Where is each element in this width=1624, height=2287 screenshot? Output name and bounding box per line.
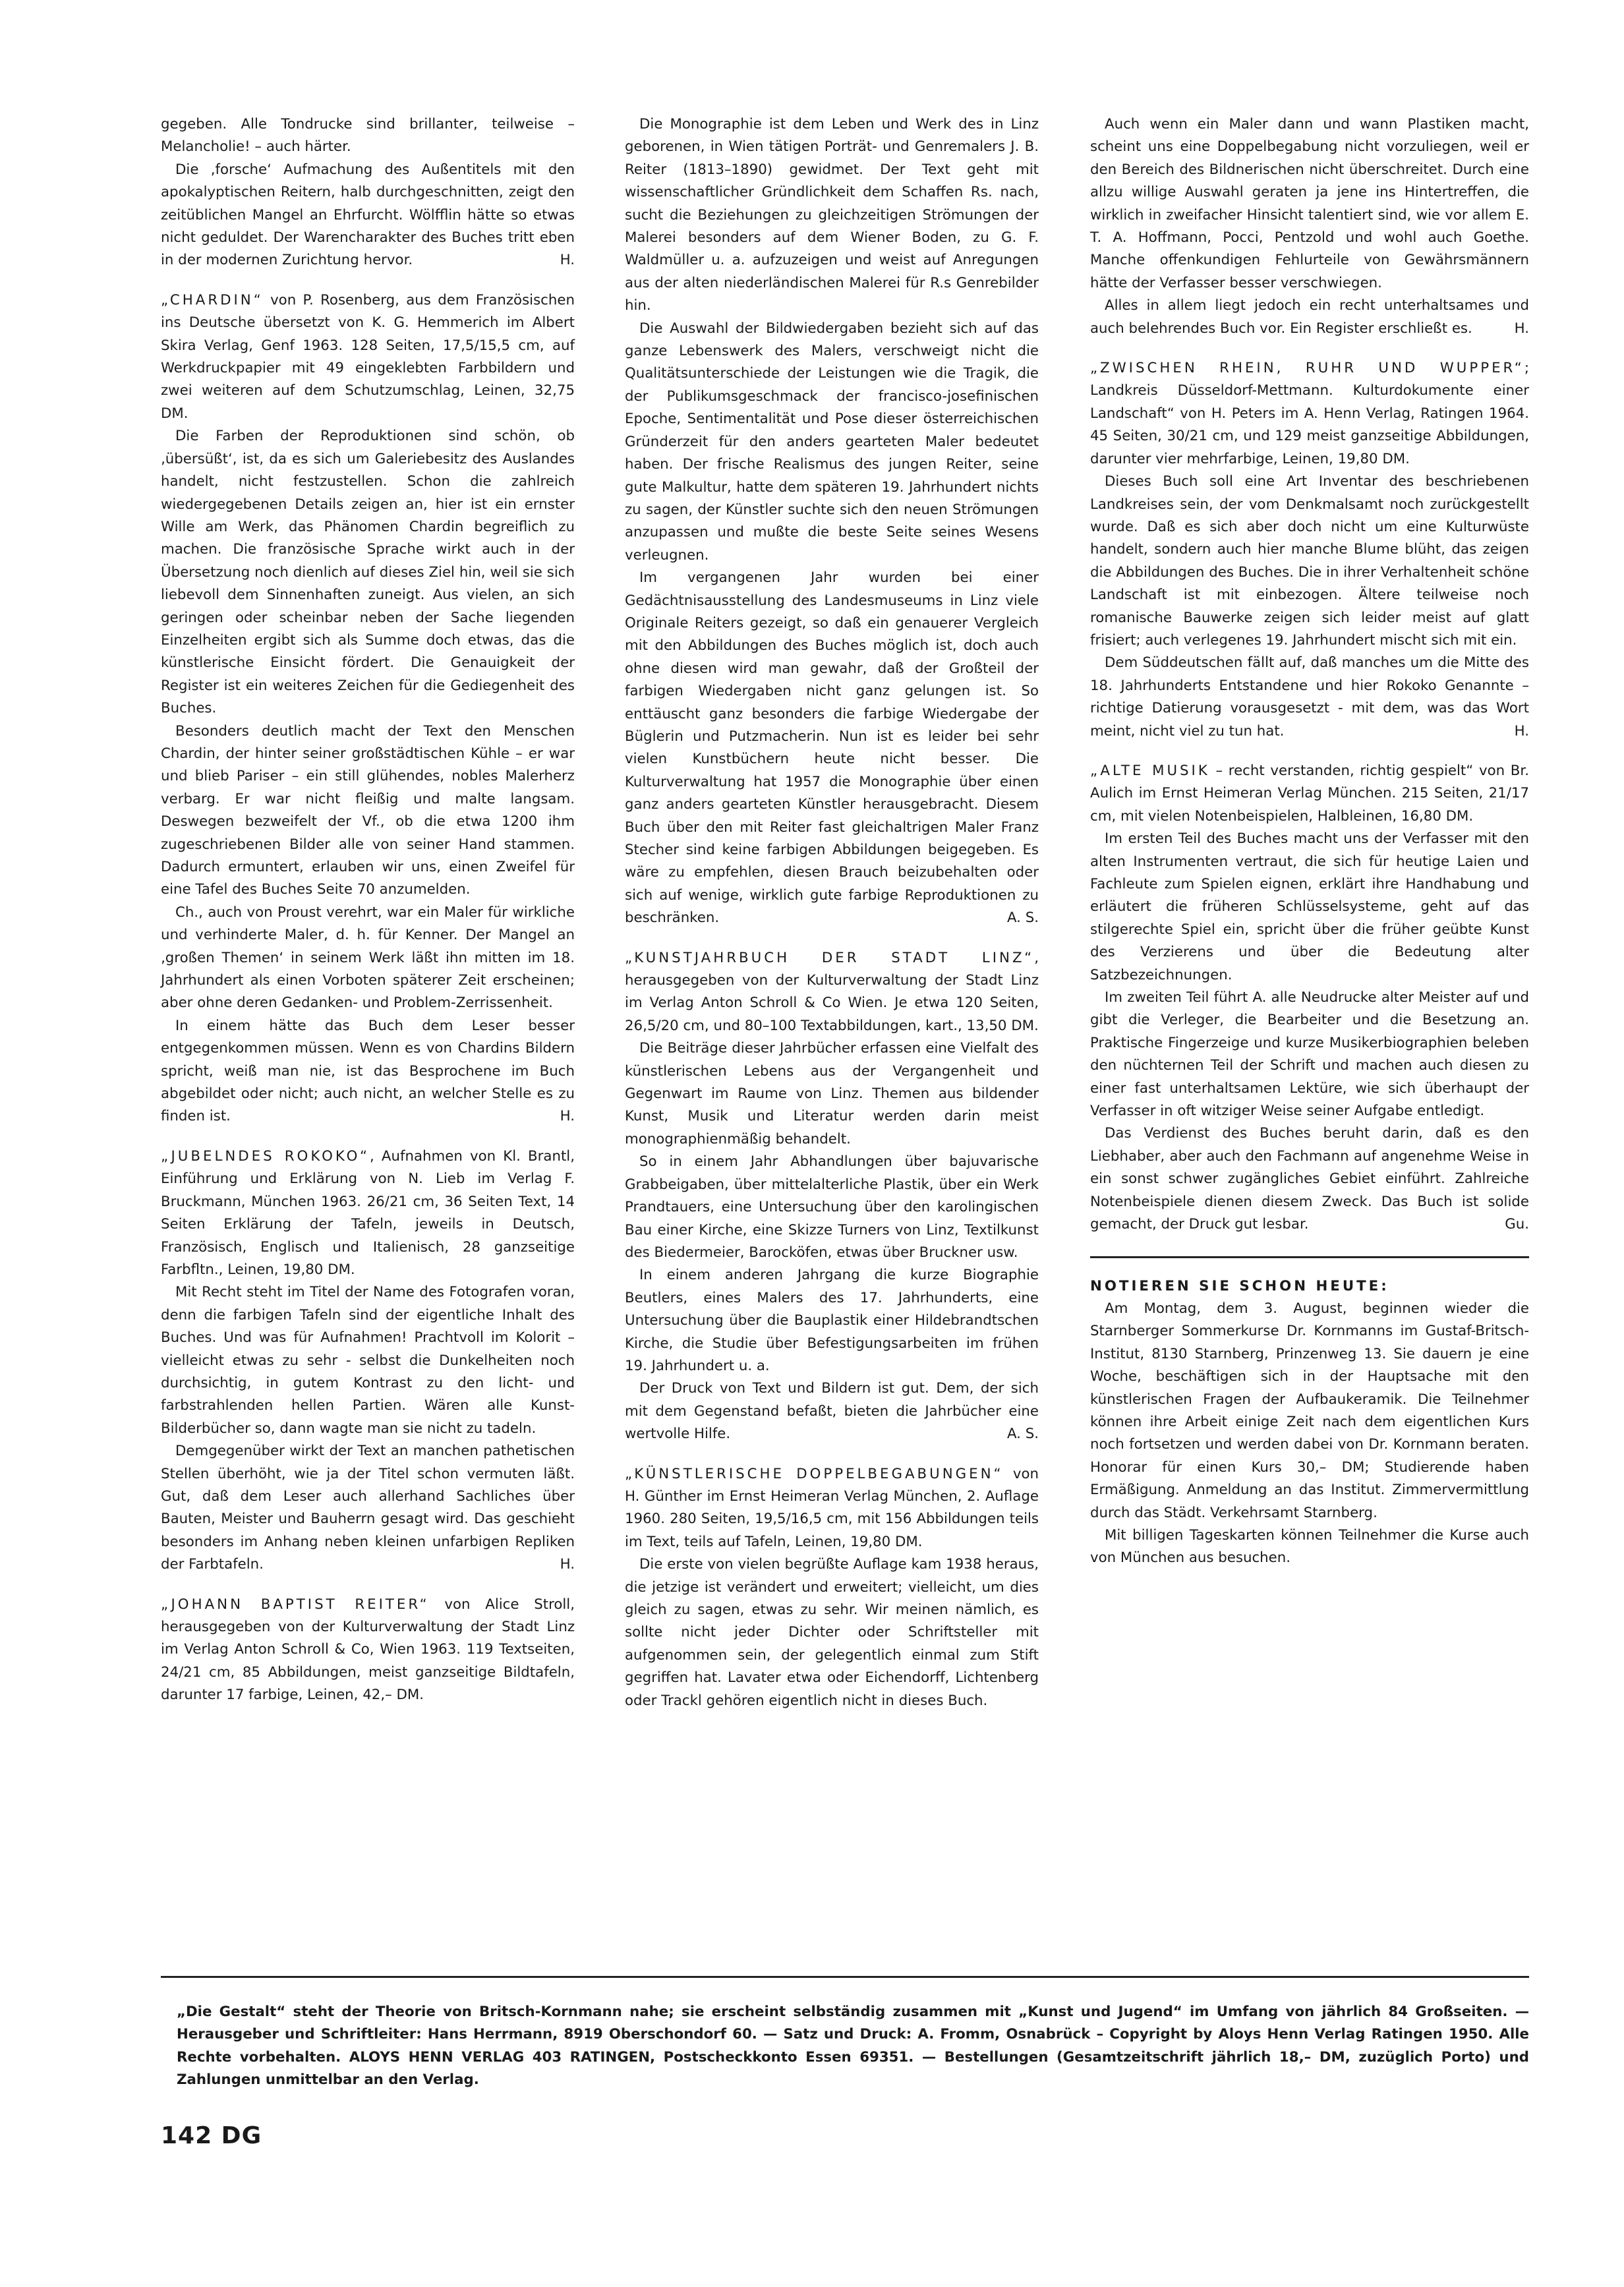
review-header-rhein-ruhr-wupper: „ZWISCHEN RHEIN, RUHR UND WUPPER“; Landkreis Düsseldorf-Mettmann. Kulturdokumente einer Landschaft“ von H. Peters im A. Henn Verlag, Ratingen 1964. 45 Seiten, 30/21 cm, und 129 meist ganzseitige Abbildungen, darunter vier mehrfarbige, Leinen, 19,80 DM. [1090,360,1529,467]
paragraph: gegeben. Alle Tondrucke sind brillanter, teilweise – Melancholie! – auch härter. [161,116,575,156]
paragraph: Demgegenüber wirkt der Text an manchen pathetischen Stellen überhöht, wie ja der Titel schon vermuten läßt. Gut, daß dem Leser auch allerhand Sachliches über Bauten, Meister und Bauherrn gesagt wird. Das geschieht besonders im Anhang neben kleinen unfarbigen Repliken der Farbtafeln. H. [161,1440,575,1576]
author-signature: Gu. [1505,1216,1529,1233]
review-header-alte-musik: „ALTE MUSIK – recht verstanden, richtig gespielt“ von Br. Aulich im Ernst Heimeran Verlag München. 215 Seiten, 21/17 cm, mit vielen Notenbeispielen, Halbleinen, 16,80 DM. [1090,762,1529,825]
author-signature: H. [560,1108,575,1125]
book-title: „JUBELNDES ROKOKO“ [161,1147,370,1165]
paragraph: Die Auswahl der Bildwiedergaben bezieht sich auf das ganze Lebenswerk des Malers, verschweigt nicht die Qualitätsunterschiede der Leistungen wie die Tragik, die der Publikumsgeschmack der francisco-josefinischen Epoche, Sentimentalität und Pose dieser österreichischen Gründerzeit für den anders gearteten Maler bedeutet haben. Der frische Realismus des jungen Reiter, seine gute Malkultur, hatte dem späteren 19. Jahrhundert nichts zu sagen, der Künstler suchte sich den neuen Strömungen anzupassen und mußte die beste Seite seines Wesens verleugnen. [625,320,1039,564]
paragraph: Der Druck von Text und Bildern ist gut. Dem, der sich mit dem Gegenstand befaßt, bieten die Jahrbücher eine wertvolle Hilfe. A. S. [625,1377,1039,1445]
review-header-chardin: „CHARDIN“ von P. Rosenberg, aus dem Französischen ins Deutsche übersetzt von K. G. Hemmerich im Albert Skira Verlag, Genf 1963. 128 Seiten, 17,5/15,5 cm, auf Werkdruckpapier mit 49 eingeklebten Farbbildern und zwei weiteren auf dem Schutzumschlag, Leinen, 32,75 DM. [161,291,575,422]
column-1 [161,113,575,1707]
section-divider [1090,1256,1529,1258]
page-number: 142 DG [161,2122,262,2149]
book-title: „ZWISCHEN RHEIN, RUHR UND WUPPER“ [1090,360,1524,377]
book-title: „ALTE MUSIK [1090,762,1210,779]
book-title: „KÜNSTLERISCHE DOPPELBEGABUNGEN“ [625,1465,1004,1482]
author-signature: A. S. [1006,1426,1039,1443]
column-2 [625,113,1039,1712]
paragraph: So in einem Jahr Abhandlungen über bajuvarische Grabbeigaben, über mittelalterliche Plastik, über ein Werk Prandtauers, eine Untersuchung über den karolingischen Bau einer Kirche, eine Skizze Turners von Linz, Textilkunst des Biedermeier, Barocköfen, etwas über Bruckner usw. [625,1153,1039,1261]
paragraph: Im zweiten Teil führt A. alle Neudrucke alter Meister auf und gibt die Verleger, die Bearbeiter und die Besetzung an. Praktische Fingerzeige und kurze Musikerbiographien beleben den nüchternen Teil der Schrift und machen auch diesen zu einer fast unterhaltsamen Lektüre, wie sich überhaupt der Verfasser in oft witziger Weise seiner Aufgabe entledigt. [1090,989,1529,1120]
paragraph: In einem anderen Jahrgang die kurze Biographie Beutlers, eines Malers des 17. Jahrhunderts, eine Untersuchung über die Bauplastik einer Hildebrandtschen Kirche, die Studie über Befestigungsarbeiten im frühen 19. Jahrhundert u. a. [625,1267,1039,1374]
review-header-rokoko: „JUBELNDES ROKOKO“, Aufnahmen von Kl. Brantl, Einführung und Erklärung von N. Lieb im Verlag F. Bruckmann, München 1963. 26/21 cm, 36 Seiten Text, 14 Seiten Erklärung der Tafeln, jeweils in Deutsch, Französisch, Englisch und Italienisch, 28 ganzseitige Farbfltn., Leinen, 19,80 DM. [161,1147,575,1278]
paragraph: Auch wenn ein Maler dann und wann Plastiken macht, scheint uns eine Doppelbegabung nicht vorzuliegen, weil er den Bereich des Bildnerischen nicht überschreitet. Durch eine allzu willige Auswahl geraten ja jene ins Hintertreffen, die wirklich in zweifacher Hinsicht talentiert sind, wie vor allem E. T. A. Hoffmann, Pocci, Pentzold und wohl auch Goethe. Manche offenkundigen Fehlurteile von Gewährsmännern hätte der Verfasser besser verschwiegen. [1090,116,1529,291]
footer-divider [161,1976,1529,1978]
paragraph: Die Farben der Reproduktionen sind schön, ob ‚übersüßt‘, ist, da es sich um Galeriebesitz des Auslandes handelt, nicht festzustellen. Schon die zahlreich wiedergegebenen Details zeigen an, hier ist ein ernster Wille am Werk, das Phänomen Chardin begreiflich zu machen. Die französische Sprache wirkt auch in der Übersetzung noch dienlich auf dieses Ziel hin, weil sie sich liebevoll dem Sinnenhaften zuneigt. Aus vielen, an sich geringen oder scheinbar neben der Sache liegenden Einzelheiten ergibt sich als Summe doch etwas, das die künstlerische Einsicht fördert. Die Genauigkeit der Register ist ein weiteres Zeichen für die Gediegenheit des Buches. [161,428,575,717]
notice-paragraph: Am Montag, dem 3. August, beginnen wieder die Starnberger Sommerkurse Dr. Kornmanns im Gustaf-Britsch-Institut, 8130 Starnberg, Prinzenweg 13. Sie dauern je eine Woche, beschäftigen sich in der Hauptsache mit den künstlerischen Fragen der Aufbaukeramik. Die Teilnehmer können ihre Arbeit einige Zeit nach dem eigentlichen Kurs noch fortsetzen und werden dabei von Dr. Kornmann beraten. Honorar für einen Kurs 30,– DM; Studierende haben Ermäßigung. Anmeldung an das Institut. Zimmervermittlung durch das Städt. Verkehrsamt Starnberg. [1090,1300,1529,1521]
author-signature: H. [1514,722,1529,739]
paragraph: Alles in allem liegt jedoch ein recht unterhaltsames und auch belehrendes Buch vor. Ein Register erschließt es. H. [1090,295,1529,340]
review-header-reiter: „JOHANN BAPTIST REITER“ von Alice Stroll, herausgegeben von der Kulturverwaltung der Stadt Linz im Verlag Anton Schroll & Co, Wien 1963. 119 Textseiten, 24/21 cm, 85 Abbildungen, meist ganzseitige Bildtafeln, darunter 17 farbige, Leinen, 42,– DM. [161,1596,575,1704]
paragraph: Im vergangenen Jahr wurden bei einer Gedächtnisausstellung des Landesmuseums in Linz viele Originale Reiters gezeigt, so daß ein genauerer Vergleich mit den Abbildungen des Buches möglich ist, doch auch ohne diesen wird man gewahr, daß der Großteil der farbigen Wiedergaben nicht ganz gelungen ist. So enttäuscht ganz besonders die farbige Wiedergabe der Büglerin und Putzmacherin. Nun ist es leider bei sehr vielen Kunstbüchern heute nicht besser. Die Kulturverwaltung hat 1957 die Monographie über einen ganz anders gearteten Künstler herausgebracht. Diesem Buch über den mit Reiter fast gleichaltrigen Maler Franz Stecher sind keine farbigen Abbildungen beigegeben. Es wäre zu empfehlen, diesen Brauch beizubehalten oder sich auf wenige, wirklich gute farbige Reproduktionen zu beschränken. A. S. [625,567,1039,930]
imprint-footer [177,2001,1529,2092]
paragraph: Die Beiträge dieser Jahrbücher erfassen eine Vielfalt des künstlerischen Lebens aus der Vergangenheit und Gegenwart im Raume von Linz. Themen aus bildender Kunst, Musik und Literatur werden darin meist monographienmäßig behandelt. [625,1040,1039,1147]
paragraph: Die ‚forsche‘ Aufmachung des Außentitels mit den apokalyptischen Reitern, halb durchgeschnitten, zeigt den zeitüblichen Mangel an Ehrfurcht. Wölfflin hätte so etwas nicht geduldet. Der Warencharakter des Buches tritt eben in der modernen Zurichtung hervor. H. [161,159,575,272]
author-signature: H. [560,252,575,269]
imprint-text: „Die Gestalt“ steht der Theorie von Britsch-Kornmann nahe; sie erscheint selbständig zusammen mit „Kunst und Jugend“ im Umfang von jährlich 84 Großseiten. — Herausgeber und Schriftleiter: Hans Herrmann, 8919 Oberschondorf 60. — Satz und Druck: A. Fromm, Osnabrück – Copyright by Aloys Henn Verlag Ratingen 1950. Alle Rechte vorbehalten. ALOYS HENN VERLAG 403 RATINGEN, Postscheckkonto Essen 69351. — Bestellungen (Gesamtzeitschrift jährlich 18,– DM, zuzüglich Porto) und Zahlungen unmittelbar an den Verlag. [177,2004,1529,2089]
paragraph: Dieses Buch soll eine Art Inventar des beschriebenen Landkreises sein, der vom Denkmalsamt noch zurückgestellt wurde. Daß es sich aber doch nicht um eine Kulturwüste handelt, sondern auch hier manche Blume blüht, das zeigen die Abbildungen des Buches. Die in ihrer Verhaltenheit schöne Landschaft ist mit einbezogen. Ältere teilweise noch romanische Bauwerke zeigen sich leider meist auf glatt frisiert; auch verlegenes 19. Jahrhundert mischt sich mit ein. [1090,473,1529,649]
author-signature: H. [560,1556,575,1573]
book-title: „JOHANN BAPTIST REITER“ [161,1596,430,1613]
paragraph: Ch., auch von Proust verehrt, war ein Maler für wirkliche und verhinderte Maler, d. h. für Kenner. Der Mangel an ‚großen Themen‘ in seinem Werk läßt ihn mitten im 18. Jahrhundert als einen Vorboten späterer Zeit erscheinen; aber ohne deren Gedanken- und Problem-Zerrissenheit. [161,904,575,1012]
paragraph: Besonders deutlich macht der Text den Menschen Chardin, der hinter seiner großstädtischen Kühle – er war und blieb Pariser – ein still glühendes, nobles Malerherz verbarg. Er war nicht fleißig und malte langsam. Deswegen bezweifelt der Vf., ob die etwa 1200 ihm zugeschriebenen Bilder alle von seiner Hand stammen. Dadurch ermuntert, erlauben wir uns, einen Zweifel für eine Tafel des Buches Seite 70 anzumelden. [161,722,575,898]
paragraph: In einem hätte das Buch dem Leser besser entgegenkommen müssen. Wenn es von Chardins Bildern spricht, weiß man nie, ist das Besprochene im Buch abgebildet oder nicht; auch nicht, an welcher Stelle es zu finden ist. H. [161,1015,575,1128]
paragraph: Mit Recht steht im Titel der Name des Fotografen voran, denn die farbigen Tafeln sind der eigentliche Inhalt des Buches. Und was für Aufnahmen! Prachtvoll im Kolorit – vielleicht etwas zu sehr - selbst die Dunkelheiten noch durchsichtig, in gutem Kontrast zu den licht- und farbstrahlenden hellen Partien. Wären alle Kunst-Bilderbücher so, dann wagte man sie nicht zu tadeln. [161,1284,575,1437]
paragraph: Dem Süddeutschen fällt auf, daß manches um die Mitte des 18. Jahrhunderts Entstandene und hier Rokoko Genannte – richtige Datierung vorausgesetzt - mit dem, was das Wort meint, nicht viel zu tun hat. H. [1090,652,1529,743]
paragraph: Im ersten Teil des Buches macht uns der Verfasser mit den alten Instrumenten vertraut, die sich für heutige Laien und Fachleute zum Spielen eignen, erklärt ihre Handhabung und erläutert die früheren Schlüsselsysteme, geht auf das stilgerechte Spiel ein, spricht über die früher geübte Kunst des Verzierens und über die Bedeutung alter Satzbezeichnungen. [1090,830,1529,983]
notice-title: NOTIEREN SIE SCHON HEUTE: [1090,1277,1389,1294]
review-header-linz: „KUNSTJAHRBUCH DER STADT LINZ“, herausgegeben von der Kulturverwaltung der Stadt Linz im Verlag Anton Schroll & Co Wien. Je etwa 120 Seiten, 26,5/20 cm, und 80–100 Textabbildungen, kart., 13,50 DM. [625,949,1039,1034]
paragraph: Die erste von vielen begrüßte Auflage kam 1938 heraus, die jetzige ist verändert und erweitert; vielleicht, um dies gleich zu sagen, etwas zu sehr. Wir meinen nämlich, es sollte nicht jeder Dichter oder Schriftsteller mit aufgenommen sein, der gelegentlich einmal zum Stift gegriffen hat. Lavater etwa oder Eichendorff, Lichtenberg oder Trackl gehören eigentlich nicht in dieses Buch. [625,1556,1039,1709]
author-signature: H. [1514,320,1529,337]
notice-paragraph: Mit billigen Tageskarten können Teilnehmer die Kurse auch von München aus besuchen. [1090,1526,1529,1567]
book-title: „CHARDIN“ [161,291,264,308]
review-header-doppelbegabungen: „KÜNSTLERISCHE DOPPELBEGABUNGEN“ von H. Günther im Ernst Heimeran Verlag München, 2. Auflage 1960. 280 Seiten, 19,5/16,5 cm, mit 156 Abbildungen teils im Text, teils auf Tafeln, Leinen, 19,80 DM. [625,1465,1039,1550]
paragraph: Das Verdienst des Buches beruht darin, daß es den Liebhaber, aber auch den Fachmann auf angenehme Weise in ein sonst schwer zugängliches Gebiet einführt. Zahlreiche Notenbeispiele dienen diesem Zweck. Das Buch ist solide gemacht, der Druck gut lesbar. Gu. [1090,1122,1529,1236]
column-3 [1090,113,1529,1570]
book-title: „KUNSTJAHRBUCH DER STADT LINZ“ [625,949,1035,966]
author-signature: A. S. [1006,910,1039,927]
paragraph: Die Monographie ist dem Leben und Werk des in Linz geborenen, in Wien tätigen Porträt- und Genremalers J. B. Reiter (1813–1890) gewidmet. Der Text geht mit wissenschaftlicher Gründlichkeit dem Schaffen Rs. nach, sucht die Beziehungen zu gleichzeitigen Strömungen der Malerei besonders auf dem Wiener Boden, zu G. F. Waldmüller u. a. aufzuzeigen und weist auf Anregungen aus der alten niederländischen Malerei für R.s Genrebilder hin. [625,116,1039,314]
